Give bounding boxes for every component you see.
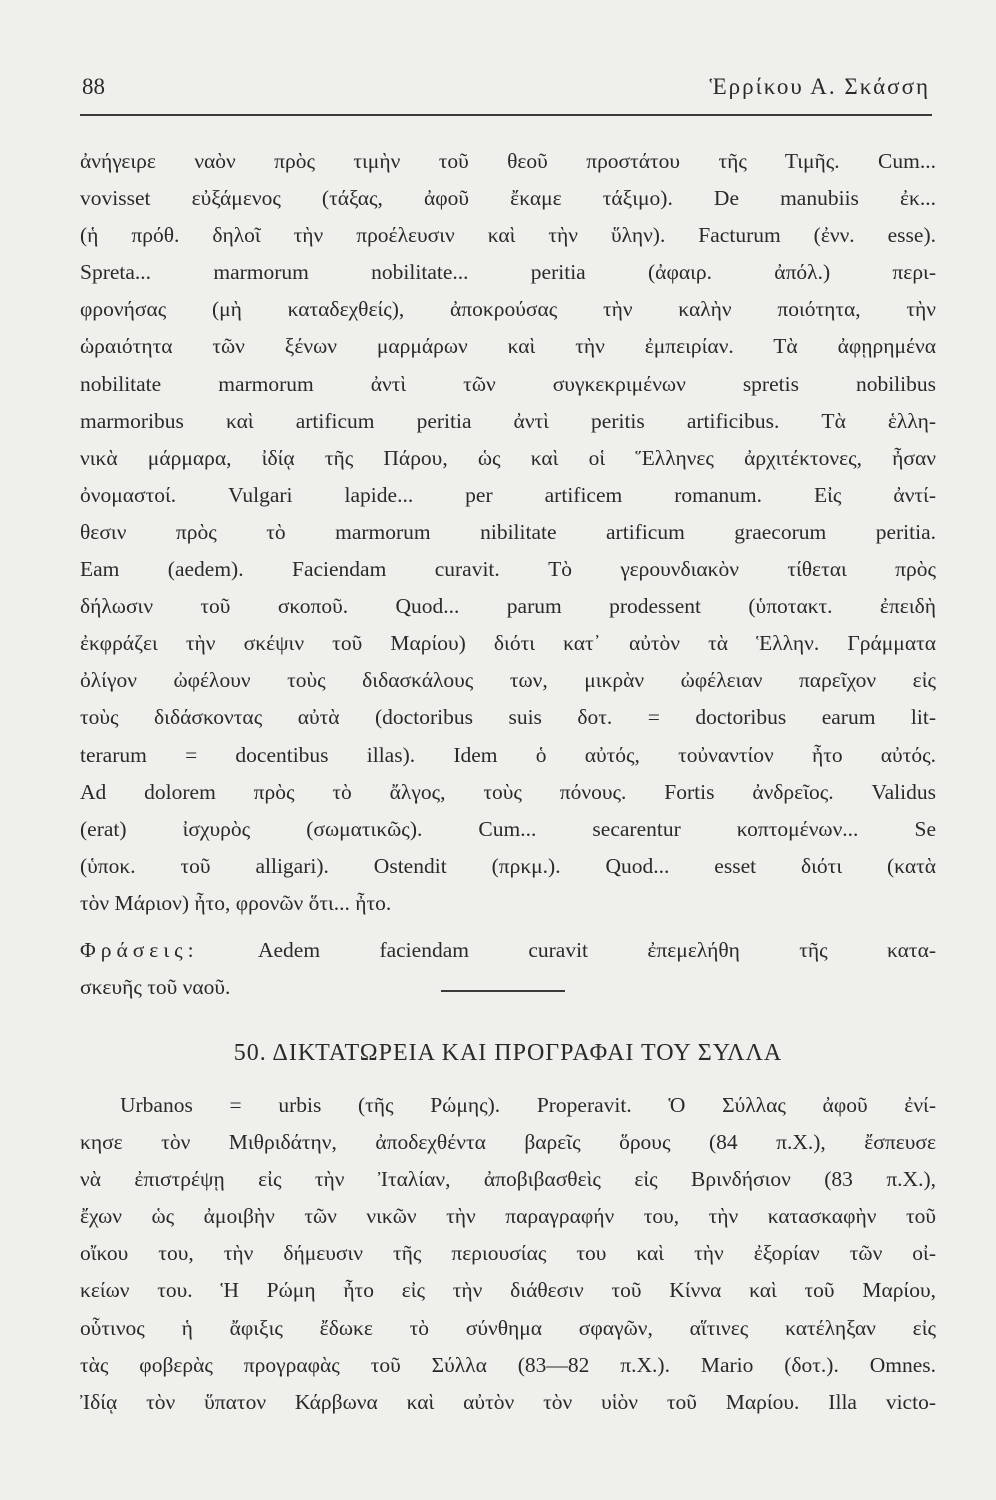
running-title: Ἑρρίκου Α. Σκάσση (709, 74, 930, 99)
text-line: κείων του. Ἡ Ρώμη ἦτο εἰς τὴν διάθεσιν τοῦ Κίννα καὶ τοῦ Μαρίου, (80, 1278, 936, 1303)
text-line: Urbanos = urbis (τῆς Ρώμης). Properavit. Ὁ Σύλλας ἀφοῦ ἐνί- (120, 1093, 936, 1117)
text-line: (ὑποκ. τοῦ alligari). Ostendit (πρκμ.). Quod... esset διότι (κατὰ (80, 853, 936, 878)
text-line: φρονήσας (μὴ καταδεχθείς), ἀποκρούσας τὴν καλὴν ποιότητα, τὴν (80, 297, 936, 322)
phrases-label: Φράσεις: (80, 938, 199, 962)
phrases-block (80, 932, 936, 1006)
phrases-line (80, 932, 936, 969)
text-line: θεσιν πρὸς τὸ marmorum nibilitate artificum graecorum peritia. (80, 519, 936, 544)
page-number: 88 (82, 74, 105, 99)
text-line: Eam (aedem). Faciendam curavit. Τὸ γερουνδιακὸν τίθεται πρὸς (80, 557, 936, 582)
text-line: τοὺς διδάσκοντας αὐτὰ (doctoribus suis δοτ. = doctoribus earum lit- (80, 705, 936, 730)
text-line: Ad dolorem πρὸς τὸ ἄλγος, τοὺς πόνους. Fortis ἀνδρεῖος. Validus (80, 779, 936, 804)
text-line: ἐκφράζει τὴν σκέψιν τοῦ Μαρίου) διότι κατ᾽ αὐτὸν τὰ Ἑλλην. Γράμματα (80, 631, 936, 656)
text-line: ἀνήγειρε ναὸν πρὸς τιμὴν τοῦ θεοῦ προστάτου τῆς Τιμῆς. Cum... (80, 149, 936, 173)
text-line: νικὰ μάρμαρα, ἰδίᾳ τῆς Πάρου, ὡς καὶ οἱ Ἕλληνες ἀρχιτέκτονες, ἦσαν (80, 445, 936, 470)
text-line: Ἰδίᾳ τὸν ὕπατον Κάρβωνα καὶ αὐτὸν τὸν υἱὸν τοῦ Μαρίου. Illa victo- (80, 1389, 936, 1414)
section-heading: 50. ΔΙΚΤΑΤΩΡΕΙΑ ΚΑΙ ΠΡΟΓΡΑΦΑΙ ΤΟΥ ΣΥΛΛΑ (233, 1040, 783, 1066)
text-line: terarum = docentibus illas). Idem ὁ αὐτός, τοὐναντίον ἦτο αὐτός. (80, 742, 936, 767)
text-line: ὀλίγον ὠφέλουν τοὺς διδασκάλους των, μικρὰν ὠφέλειαν παρεῖχον εἰς (80, 668, 936, 693)
text-line: ὡραιότητα τῶν ξένων μαρμάρων καὶ τὴν ἐμπειρίαν. Τὰ ἀφῃρημένα (80, 334, 936, 359)
text-line: ὀνομαστοί. Vulgari lapide... per artificem romanum. Εἰς ἀντί- (80, 482, 936, 507)
section-paragraph (80, 1087, 936, 1421)
header-rule (80, 114, 932, 116)
text-line: marmoribus καὶ artificum peritia ἀντὶ peritis artificibus. Τὰ ἑλλη- (80, 408, 936, 433)
text-line: νὰ ἐπιστρέψῃ εἰς τὴν Ἰταλίαν, ἀποβιβασθεὶς εἰς Βρινδήσιον (83 π.Χ.), (80, 1167, 936, 1192)
text-line: (ἡ πρόθ. δηλοῖ τὴν προέλευσιν καὶ τὴν ὕλην). Facturum (ἐνν. esse). (80, 223, 936, 248)
text-line: ἔχων ὡς ἀμοιβὴν τῶν νικῶν τὴν παραγραφήν του, τὴν κατασκαφὴν τοῦ (80, 1204, 936, 1229)
running-head (80, 70, 930, 104)
commentary-paragraph (80, 143, 936, 922)
section-divider (441, 990, 565, 992)
text-line: vovisset εὐξάμενος (τάξας, ἀφοῦ ἔκαμε τάξιμο). De manubiis ἐκ... (80, 186, 936, 211)
text-line: τὰς φοβερὰς προγραφὰς τοῦ Σύλλα (83—82 π.Χ.). Mario (δοτ.). Omnes. (80, 1352, 936, 1377)
text-line: nobilitate marmorum ἀντὶ τῶν συγκεκριμένων spretis nobilibus (80, 371, 936, 396)
text-line: δήλωσιν τοῦ σκοποῦ. Quod... parum prodessent (ὑποτακτ. ἐπειδὴ (80, 594, 936, 619)
text-line: (erat) ἰσχυρὸς (σωματικῶς). Cum... secarentur κοπτομένων... Se (80, 816, 936, 841)
text-line: Spreta... marmorum nobilitate... peritia (ἀφαιρ. ἀπόλ.) περι- (80, 260, 936, 285)
phrases-text: Aedem faciendam curavit ἐπεμελήθη τῆς κατα- (257, 938, 936, 962)
text-line: οὗτινος ἡ ἄφιξις ἔδωκε τὸ σύνθημα σφαγῶν, αἵτινες κατέληξαν εἰς (80, 1315, 936, 1340)
text-line: κησε τὸν Μιθριδάτην, ἀποδεχθέντα βαρεῖς ὅρους (84 π.Χ.), ἔσπευσε (80, 1130, 936, 1155)
phrases-line: σκευῆς τοῦ ναοῦ. (80, 975, 231, 1000)
text-line: τὸν Μάριον) ἦτο, φρονῶν ὅτι... ἦτο. (80, 890, 392, 915)
text-line: οἴκου του, τὴν δήμευσιν τῆς περιουσίας του καὶ τὴν ἐξορίαν τῶν οἰ- (80, 1241, 936, 1266)
